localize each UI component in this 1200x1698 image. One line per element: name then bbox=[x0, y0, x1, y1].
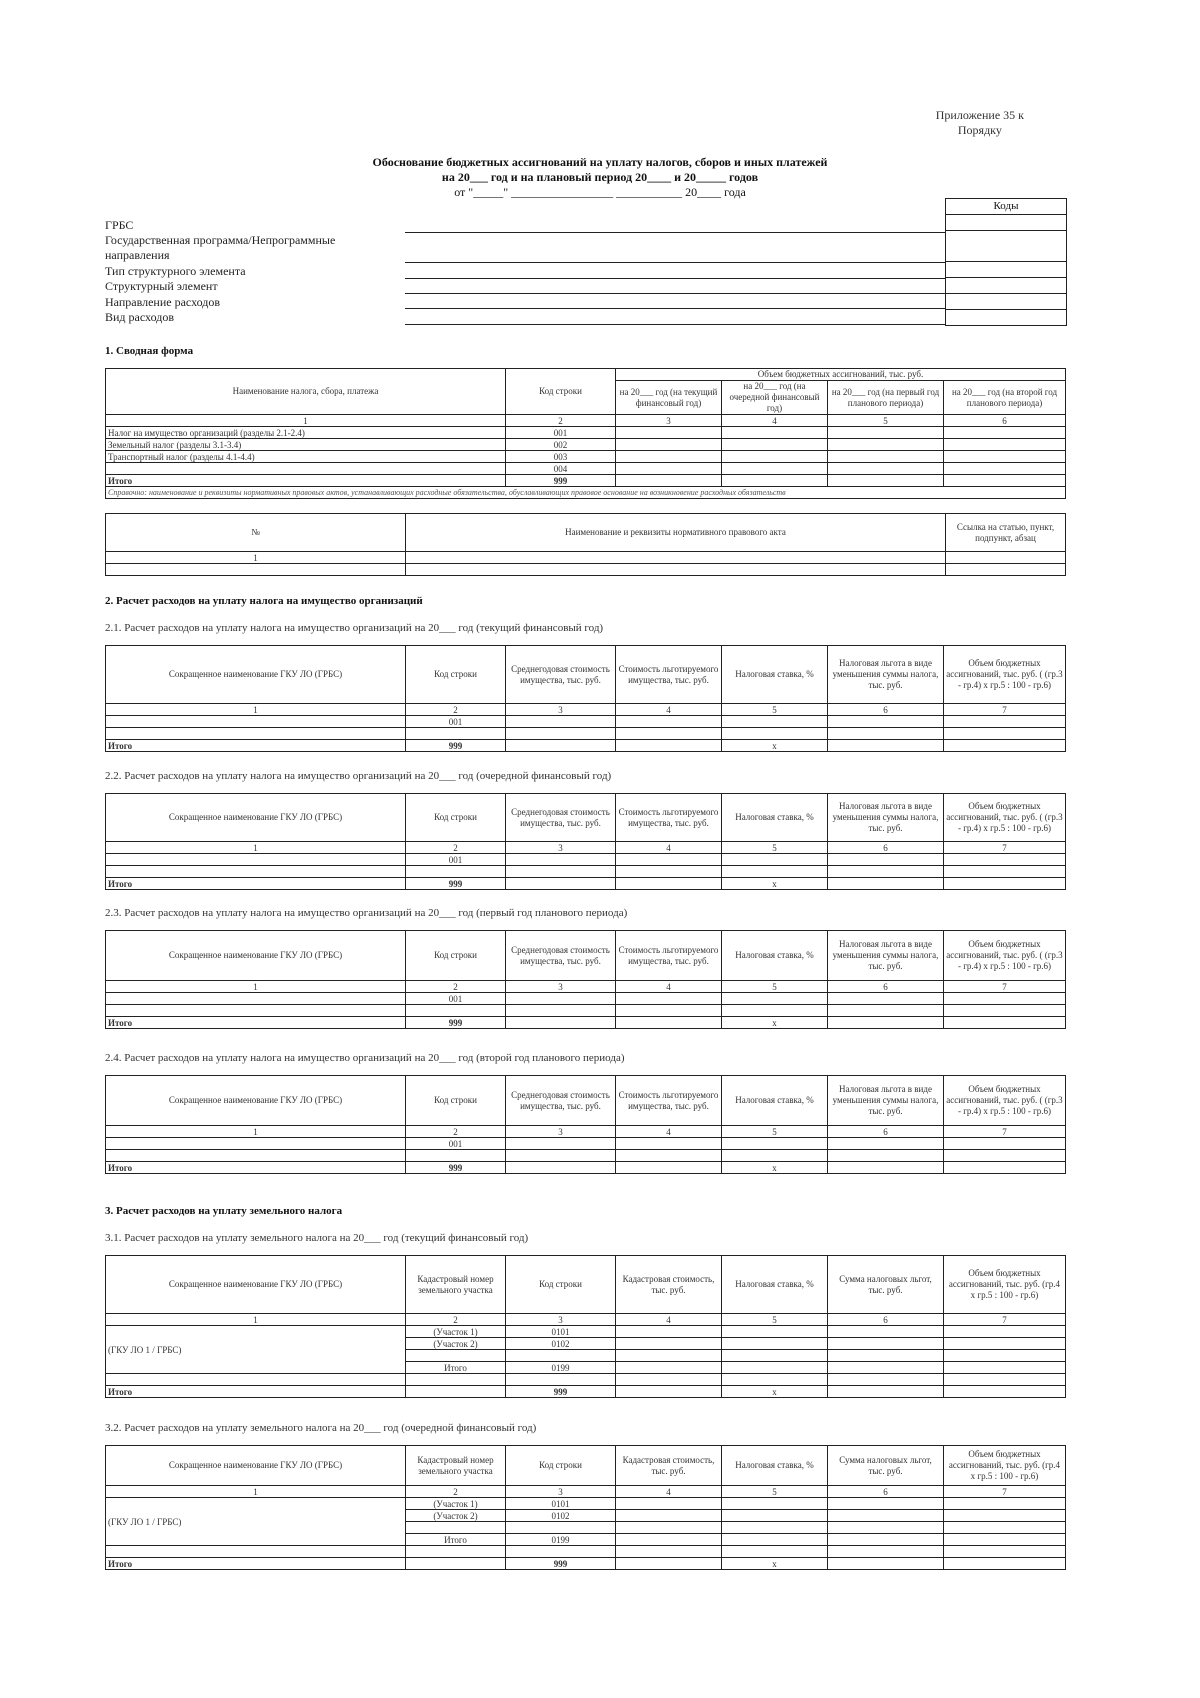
row-code: 003 bbox=[506, 451, 616, 463]
total-label: Итого bbox=[106, 475, 506, 487]
col-num: 2 bbox=[406, 704, 506, 716]
col-num: 3 bbox=[616, 415, 722, 427]
row-code: 0199 bbox=[506, 1362, 616, 1374]
col-num: 6 bbox=[828, 981, 944, 993]
cell[interactable] bbox=[506, 716, 616, 728]
header-meta bbox=[105, 198, 1065, 328]
cell[interactable] bbox=[944, 1386, 1066, 1398]
col-header: Сокращенное наименование ГКУ ЛО (ГРБС) bbox=[106, 931, 406, 981]
col-header: Налоговая льгота в виде уменьшения суммы налога, тыс. руб. bbox=[828, 794, 944, 842]
row-code: 002 bbox=[506, 439, 616, 451]
col-num: 3 bbox=[506, 1486, 616, 1498]
cell[interactable] bbox=[106, 716, 406, 728]
col-num: 6 bbox=[828, 1314, 944, 1326]
x-mark: x bbox=[722, 1017, 828, 1029]
row-code: 001 bbox=[406, 716, 506, 728]
col-num: 1 bbox=[106, 1314, 406, 1326]
cell[interactable] bbox=[106, 854, 406, 866]
col-header: Налоговая ставка, % bbox=[722, 794, 828, 842]
col-header: Объем бюджетных ассигнований, тыс. руб. ( (гр.3 - гр.4) х гр.5 : 100 - гр.6) bbox=[944, 1076, 1066, 1126]
total-code: 999 bbox=[406, 1162, 506, 1174]
cell[interactable] bbox=[616, 475, 722, 487]
cell[interactable] bbox=[506, 1017, 616, 1029]
cell[interactable] bbox=[616, 993, 722, 1005]
col-num: 5 bbox=[722, 1126, 828, 1138]
cell[interactable] bbox=[616, 854, 722, 866]
cell[interactable] bbox=[828, 1362, 944, 1374]
code-cell[interactable] bbox=[946, 215, 1066, 231]
table-row bbox=[106, 451, 1066, 463]
col-num: 5 bbox=[722, 842, 828, 854]
col-header: на 20___ год (на первый год планового периода) bbox=[828, 381, 944, 415]
annex-line-2: Порядку bbox=[957, 123, 1002, 137]
cell[interactable] bbox=[944, 427, 1066, 439]
org-name: (ГКУ ЛО 1 / ГРБС) bbox=[106, 1326, 406, 1374]
col-num: 2 bbox=[406, 1314, 506, 1326]
col-header: Стоимость льготируемого имущества, тыс. руб. bbox=[616, 931, 722, 981]
cell[interactable] bbox=[616, 451, 722, 463]
table-row bbox=[106, 439, 1066, 451]
cell[interactable] bbox=[106, 1138, 406, 1150]
meta-line bbox=[405, 308, 945, 309]
cell[interactable] bbox=[944, 1326, 1066, 1338]
meta-program-2: направления bbox=[105, 248, 170, 262]
cell[interactable] bbox=[828, 439, 944, 451]
col-header: Налоговая ставка, % bbox=[722, 1256, 828, 1314]
cell[interactable] bbox=[506, 1162, 616, 1174]
total-label: Итого bbox=[106, 878, 406, 890]
total-label: Итого bbox=[106, 740, 406, 752]
row-code: 004 bbox=[506, 463, 616, 475]
col-header: Налоговая льгота в виде уменьшения суммы налога, тыс. руб. bbox=[828, 931, 944, 981]
cell[interactable] bbox=[944, 463, 1066, 475]
col-num: 1 bbox=[106, 981, 406, 993]
cell[interactable] bbox=[828, 1138, 944, 1150]
meta-direction: Направление расходов bbox=[105, 295, 221, 309]
col-header: Код строки bbox=[406, 794, 506, 842]
cell[interactable] bbox=[722, 451, 828, 463]
col-header: № bbox=[106, 514, 406, 552]
total-label: Итого bbox=[106, 1162, 406, 1174]
codes-header: Коды bbox=[946, 199, 1066, 215]
meta-line bbox=[405, 262, 945, 263]
cell[interactable] bbox=[828, 451, 944, 463]
subsection-2-4: 2.4. Расчет расходов на уплату налога на имущество организаций на 20___ год (второй год планового периода) bbox=[105, 1052, 625, 1064]
cell[interactable] bbox=[944, 993, 1066, 1005]
cell[interactable] bbox=[944, 854, 1066, 866]
subsection-3-1: 3.1. Расчет расходов на уплату земельного налога на 20___ год (текущий финансовый год) bbox=[105, 1232, 529, 1244]
col-num: 3 bbox=[506, 1126, 616, 1138]
col-header: Сокращенное наименование ГКУ ЛО (ГРБС) bbox=[106, 1446, 406, 1486]
col-header: Наименование и реквизиты нормативного правового акта bbox=[406, 514, 946, 552]
row-code: 001 bbox=[406, 993, 506, 1005]
row-code: 0101 bbox=[506, 1326, 616, 1338]
cell[interactable] bbox=[828, 993, 944, 1005]
col-header: Кадастровый номер земельного участка bbox=[406, 1256, 506, 1314]
meta-line bbox=[405, 278, 945, 279]
cell[interactable] bbox=[106, 564, 406, 576]
cell[interactable] bbox=[106, 866, 406, 878]
col-num: 5 bbox=[722, 1314, 828, 1326]
plot-name: (Участок 2) bbox=[406, 1510, 506, 1522]
cell[interactable] bbox=[944, 439, 1066, 451]
col-num: 4 bbox=[616, 981, 722, 993]
col-header: Объем бюджетных ассигнований, тыс. руб. ( (гр.3 - гр.4) х гр.5 : 100 - гр.6) bbox=[944, 794, 1066, 842]
col-num: 2 bbox=[406, 1486, 506, 1498]
cell[interactable] bbox=[616, 1362, 722, 1374]
cell[interactable] bbox=[722, 1498, 828, 1510]
col-num: 6 bbox=[828, 842, 944, 854]
col-header: Объем бюджетных ассигнований, тыс. руб. ( (гр.3 - гр.4) х гр.5 : 100 - гр.6) bbox=[944, 931, 1066, 981]
meta-kind: Вид расходов bbox=[105, 310, 174, 324]
col-header: Сокращенное наименование ГКУ ЛО (ГРБС) bbox=[106, 1076, 406, 1126]
col-header: Налоговая льгота в виде уменьшения суммы налога, тыс. руб. bbox=[828, 1076, 944, 1126]
col-header: Код строки bbox=[506, 369, 616, 415]
cell[interactable] bbox=[828, 1498, 944, 1510]
cell[interactable] bbox=[616, 1162, 722, 1174]
code-cell[interactable] bbox=[946, 262, 1066, 278]
col-header: Среднегодовая стоимость имущества, тыс. руб. bbox=[506, 1076, 616, 1126]
cell[interactable] bbox=[616, 439, 722, 451]
col-header: Налоговая ставка, % bbox=[722, 646, 828, 704]
cell[interactable] bbox=[722, 1510, 828, 1522]
col-header: Код строки bbox=[506, 1446, 616, 1486]
title-line-3: от "_____" _________________ ___________ 20____ года bbox=[454, 185, 746, 199]
total-label: Итого bbox=[106, 1017, 406, 1029]
table-row bbox=[106, 463, 1066, 475]
row-code: 0102 bbox=[506, 1510, 616, 1522]
cell[interactable] bbox=[944, 716, 1066, 728]
col-num: 5 bbox=[828, 415, 944, 427]
col-header: Сумма налоговых льгот, тыс. руб. bbox=[828, 1256, 944, 1314]
code-cell[interactable] bbox=[946, 294, 1066, 310]
property-tax-table-4 bbox=[105, 1075, 1066, 1174]
cell[interactable] bbox=[828, 1017, 944, 1029]
cell[interactable] bbox=[616, 1338, 722, 1350]
col-num: 6 bbox=[944, 415, 1066, 427]
cell[interactable] bbox=[106, 728, 406, 740]
row-name bbox=[106, 463, 506, 475]
property-tax-table-2 bbox=[105, 793, 1066, 890]
cell[interactable] bbox=[106, 993, 406, 1005]
col-header: Кадастровая стоимость, тыс. руб. bbox=[616, 1446, 722, 1486]
col-num: 1 bbox=[106, 552, 406, 564]
code-cell[interactable] bbox=[946, 231, 1066, 262]
cell bbox=[406, 552, 946, 564]
cell[interactable] bbox=[944, 1558, 1066, 1570]
total-code: 999 bbox=[406, 740, 506, 752]
cell[interactable] bbox=[616, 1558, 722, 1570]
total-label: Итого bbox=[106, 1558, 406, 1570]
property-tax-table-3 bbox=[105, 930, 1066, 1029]
cell[interactable] bbox=[722, 427, 828, 439]
plot-name: (Участок 2) bbox=[406, 1338, 506, 1350]
col-num: 4 bbox=[616, 842, 722, 854]
x-mark: x bbox=[722, 1386, 828, 1398]
col-num: 2 bbox=[406, 842, 506, 854]
document-title bbox=[0, 155, 1200, 200]
col-num: 7 bbox=[944, 1314, 1066, 1326]
cell[interactable] bbox=[828, 716, 944, 728]
cell[interactable] bbox=[828, 427, 944, 439]
col-header: Кадастровый номер земельного участка bbox=[406, 1446, 506, 1486]
row-code: 0101 bbox=[506, 1498, 616, 1510]
cell[interactable] bbox=[828, 1162, 944, 1174]
cell[interactable] bbox=[722, 1338, 828, 1350]
col-num: 4 bbox=[616, 704, 722, 716]
col-header: Сокращенное наименование ГКУ ЛО (ГРБС) bbox=[106, 646, 406, 704]
cell[interactable] bbox=[828, 1386, 944, 1398]
meta-element: Структурный элемент bbox=[105, 279, 218, 293]
plot-name: (Участок 1) bbox=[406, 1498, 506, 1510]
cell[interactable] bbox=[722, 1534, 828, 1546]
cell[interactable] bbox=[944, 1162, 1066, 1174]
cell[interactable] bbox=[722, 1138, 828, 1150]
cell[interactable] bbox=[616, 878, 722, 890]
col-num: 4 bbox=[616, 1314, 722, 1326]
col-header: Код строки bbox=[506, 1256, 616, 1314]
section-2-title: 2. Расчет расходов на уплату налога на имущество организаций bbox=[105, 595, 423, 607]
cell[interactable] bbox=[616, 1138, 722, 1150]
col-num: 1 bbox=[106, 704, 406, 716]
x-mark: x bbox=[722, 1162, 828, 1174]
land-tax-table-1 bbox=[105, 1255, 1066, 1398]
col-header: Стоимость льготируемого имущества, тыс. руб. bbox=[616, 646, 722, 704]
cell[interactable] bbox=[828, 878, 944, 890]
cell[interactable] bbox=[944, 740, 1066, 752]
cell[interactable] bbox=[506, 1138, 616, 1150]
meta-line bbox=[405, 232, 945, 233]
subtotal-label: Итого bbox=[406, 1534, 506, 1546]
cell[interactable] bbox=[506, 878, 616, 890]
cell[interactable] bbox=[828, 475, 944, 487]
cell[interactable] bbox=[722, 854, 828, 866]
col-header: Объем бюджетных ассигнований, тыс. руб. (гр.4 х гр.5 : 100 - гр.6) bbox=[944, 1446, 1066, 1486]
row-code: 001 bbox=[406, 1138, 506, 1150]
col-num: 1 bbox=[106, 842, 406, 854]
meta-type: Тип структурного элемента bbox=[105, 264, 246, 278]
total-code: 999 bbox=[406, 878, 506, 890]
col-header: Код строки bbox=[406, 931, 506, 981]
cell[interactable] bbox=[616, 740, 722, 752]
col-header: Налоговая льгота в виде уменьшения суммы налога, тыс. руб. bbox=[828, 646, 944, 704]
org-name: (ГКУ ЛО 1 / ГРБС) bbox=[106, 1498, 406, 1546]
col-num: 5 bbox=[722, 1486, 828, 1498]
property-tax-table-1 bbox=[105, 645, 1066, 752]
subtotal-label: Итого bbox=[406, 1362, 506, 1374]
col-num: 1 bbox=[106, 1486, 406, 1498]
row-code: 001 bbox=[406, 854, 506, 866]
cell[interactable] bbox=[616, 427, 722, 439]
cell[interactable] bbox=[616, 1534, 722, 1546]
col-header: на 20___ год (на текущий финансовый год) bbox=[616, 381, 722, 415]
row-name: Налог на имущество организаций (разделы 2.1-2.4) bbox=[106, 427, 506, 439]
subsection-3-2: 3.2. Расчет расходов на уплату земельного налога на 20___ год (очередной финансовый год) bbox=[105, 1422, 537, 1434]
cell[interactable] bbox=[616, 1017, 722, 1029]
col-header: Среднегодовая стоимость имущества, тыс. руб. bbox=[506, 931, 616, 981]
col-num: 3 bbox=[506, 704, 616, 716]
col-num: 2 bbox=[406, 981, 506, 993]
col-num: 1 bbox=[106, 415, 506, 427]
col-num: 7 bbox=[944, 1486, 1066, 1498]
cell[interactable] bbox=[944, 1138, 1066, 1150]
land-tax-table-2 bbox=[105, 1445, 1066, 1570]
row-name: Земельный налог (разделы 3.1-3.4) bbox=[106, 439, 506, 451]
cell[interactable] bbox=[944, 878, 1066, 890]
plot-name: (Участок 1) bbox=[406, 1326, 506, 1338]
col-header: Сокращенное наименование ГКУ ЛО (ГРБС) bbox=[106, 794, 406, 842]
col-header: Код строки bbox=[406, 646, 506, 704]
cell[interactable] bbox=[722, 1362, 828, 1374]
cell[interactable] bbox=[944, 1338, 1066, 1350]
col-num: 3 bbox=[506, 1314, 616, 1326]
col-num: 5 bbox=[722, 981, 828, 993]
col-header: Сумма налоговых льгот, тыс. руб. bbox=[828, 1446, 944, 1486]
table-row bbox=[106, 427, 1066, 439]
summary-table bbox=[105, 368, 1066, 499]
col-num: 7 bbox=[944, 1126, 1066, 1138]
cell[interactable] bbox=[828, 1338, 944, 1350]
total-code: 999 bbox=[506, 1558, 616, 1570]
cell[interactable] bbox=[106, 1005, 406, 1017]
row-name: Транспортный налог (разделы 4.1-4.4) bbox=[106, 451, 506, 463]
cell[interactable] bbox=[722, 439, 828, 451]
cell[interactable] bbox=[828, 1326, 944, 1338]
cell[interactable] bbox=[616, 1498, 722, 1510]
cell[interactable] bbox=[944, 1017, 1066, 1029]
cell[interactable] bbox=[944, 1362, 1066, 1374]
col-num: 6 bbox=[828, 704, 944, 716]
cell[interactable] bbox=[616, 1386, 722, 1398]
cell[interactable] bbox=[944, 451, 1066, 463]
col-num: 6 bbox=[828, 1126, 944, 1138]
subsection-2-3: 2.3. Расчет расходов на уплату налога на имущество организаций на 20___ год (первый год планового периода) bbox=[105, 907, 628, 919]
x-mark: x bbox=[722, 878, 828, 890]
col-num: 7 bbox=[944, 981, 1066, 993]
col-num: 4 bbox=[616, 1486, 722, 1498]
col-num: 7 bbox=[944, 704, 1066, 716]
col-header: Сокращенное наименование ГКУ ЛО (ГРБС) bbox=[106, 1256, 406, 1314]
annex-line-1: Приложение 35 к bbox=[935, 108, 1024, 122]
col-header: Налоговая ставка, % bbox=[722, 1446, 828, 1486]
meta-grbs: ГРБС bbox=[105, 218, 134, 232]
cell[interactable] bbox=[828, 854, 944, 866]
cell[interactable] bbox=[944, 1534, 1066, 1546]
section-3-title: 3. Расчет расходов на уплату земельного налога bbox=[105, 1205, 343, 1217]
cell[interactable] bbox=[944, 475, 1066, 487]
col-header: на 20___ год (на второй год планового периода) bbox=[944, 381, 1066, 415]
subsection-2-1: 2.1. Расчет расходов на уплату налога на имущество организаций на 20___ год (текущий финансовый год) bbox=[105, 622, 604, 634]
code-cell[interactable] bbox=[946, 278, 1066, 294]
col-header: Налоговая ставка, % bbox=[722, 931, 828, 981]
col-header: Объем бюджетных ассигнований, тыс. руб. (гр.4 х гр.5 : 100 - гр.6) bbox=[944, 1256, 1066, 1314]
cell[interactable] bbox=[828, 1558, 944, 1570]
col-num: 1 bbox=[106, 1126, 406, 1138]
col-num: 7 bbox=[944, 842, 1066, 854]
cell[interactable] bbox=[506, 854, 616, 866]
cell[interactable] bbox=[946, 564, 1066, 576]
cell[interactable] bbox=[722, 716, 828, 728]
section-1-title: 1. Сводная форма bbox=[105, 345, 194, 357]
cell[interactable] bbox=[506, 993, 616, 1005]
x-mark: x bbox=[722, 740, 828, 752]
code-cell[interactable] bbox=[946, 310, 1066, 325]
cell[interactable] bbox=[828, 740, 944, 752]
row-code: 0102 bbox=[506, 1338, 616, 1350]
reference-note: Справочно: наименование и реквизиты нормативных правовых актов, устанавливающих расходные обязательства, обуславливающих правовое основание на возникновение расходных обязательств bbox=[106, 487, 1066, 499]
col-num: 6 bbox=[828, 1486, 944, 1498]
annex-label bbox=[936, 108, 1024, 138]
col-header: Среднегодовая стоимость имущества, тыс. руб. bbox=[506, 794, 616, 842]
row-code: 001 bbox=[506, 427, 616, 439]
col-num: 2 bbox=[406, 1126, 506, 1138]
col-header: Наименование налога, сбора, платежа bbox=[106, 369, 506, 415]
reference-table bbox=[105, 513, 1066, 576]
col-header: Код строки bbox=[406, 1076, 506, 1126]
cell[interactable] bbox=[722, 463, 828, 475]
col-num: 3 bbox=[506, 981, 616, 993]
cell[interactable] bbox=[106, 1150, 406, 1162]
row-code: 0199 bbox=[506, 1534, 616, 1546]
cell[interactable] bbox=[722, 993, 828, 1005]
cell[interactable] bbox=[722, 475, 828, 487]
col-header: на 20___ год (на очередной финансовый год) bbox=[722, 381, 828, 415]
col-header: Объем бюджетных ассигнований, тыс. руб. bbox=[616, 369, 1066, 381]
total-code: 999 bbox=[506, 475, 616, 487]
cell[interactable] bbox=[616, 716, 722, 728]
cell[interactable] bbox=[616, 1326, 722, 1338]
col-num: 3 bbox=[506, 842, 616, 854]
col-header: Кадастровая стоимость, тыс. руб. bbox=[616, 1256, 722, 1314]
col-num: 5 bbox=[722, 704, 828, 716]
col-num: 4 bbox=[616, 1126, 722, 1138]
col-header: Налоговая ставка, % bbox=[722, 1076, 828, 1126]
cell[interactable] bbox=[828, 1510, 944, 1522]
col-num: 2 bbox=[506, 415, 616, 427]
meta-line bbox=[405, 324, 945, 325]
cell[interactable] bbox=[616, 1510, 722, 1522]
col-header: Объем бюджетных ассигнований, тыс. руб. ( (гр.3 - гр.4) х гр.5 : 100 - гр.6) bbox=[944, 646, 1066, 704]
cell[interactable] bbox=[944, 1510, 1066, 1522]
total-code: 999 bbox=[406, 1017, 506, 1029]
cell bbox=[946, 552, 1066, 564]
cell[interactable] bbox=[828, 1534, 944, 1546]
col-num: 4 bbox=[722, 415, 828, 427]
cell[interactable] bbox=[828, 463, 944, 475]
col-header: Стоимость льготируемого имущества, тыс. руб. bbox=[616, 794, 722, 842]
meta-program: Государственная программа/Непрограммные bbox=[105, 233, 336, 247]
subsection-2-2: 2.2. Расчет расходов на уплату налога на имущество организаций на 20___ год (очередной финансовый год) bbox=[105, 770, 612, 782]
cell[interactable] bbox=[944, 1498, 1066, 1510]
meta-line bbox=[405, 293, 945, 294]
col-header: Стоимость льготируемого имущества, тыс. руб. bbox=[616, 1076, 722, 1126]
x-mark: x bbox=[722, 1558, 828, 1570]
title-line-1: Обоснование бюджетных ассигнований на уплату налогов, сборов и иных платежей bbox=[372, 155, 828, 169]
total-label: Итого bbox=[106, 1386, 406, 1398]
title-line-2: на 20___ год и на плановый период 20____ и 20_____ годов bbox=[441, 170, 759, 184]
total-code: 999 bbox=[506, 1386, 616, 1398]
col-header: Ссылка на статью, пункт, подпункт, абзац bbox=[946, 514, 1066, 552]
col-header: Среднегодовая стоимость имущества, тыс. руб. bbox=[506, 646, 616, 704]
cell[interactable] bbox=[406, 564, 946, 576]
cell[interactable] bbox=[722, 1326, 828, 1338]
cell[interactable] bbox=[616, 463, 722, 475]
total-row bbox=[106, 475, 1066, 487]
cell[interactable] bbox=[506, 740, 616, 752]
codes-box bbox=[945, 198, 1067, 326]
